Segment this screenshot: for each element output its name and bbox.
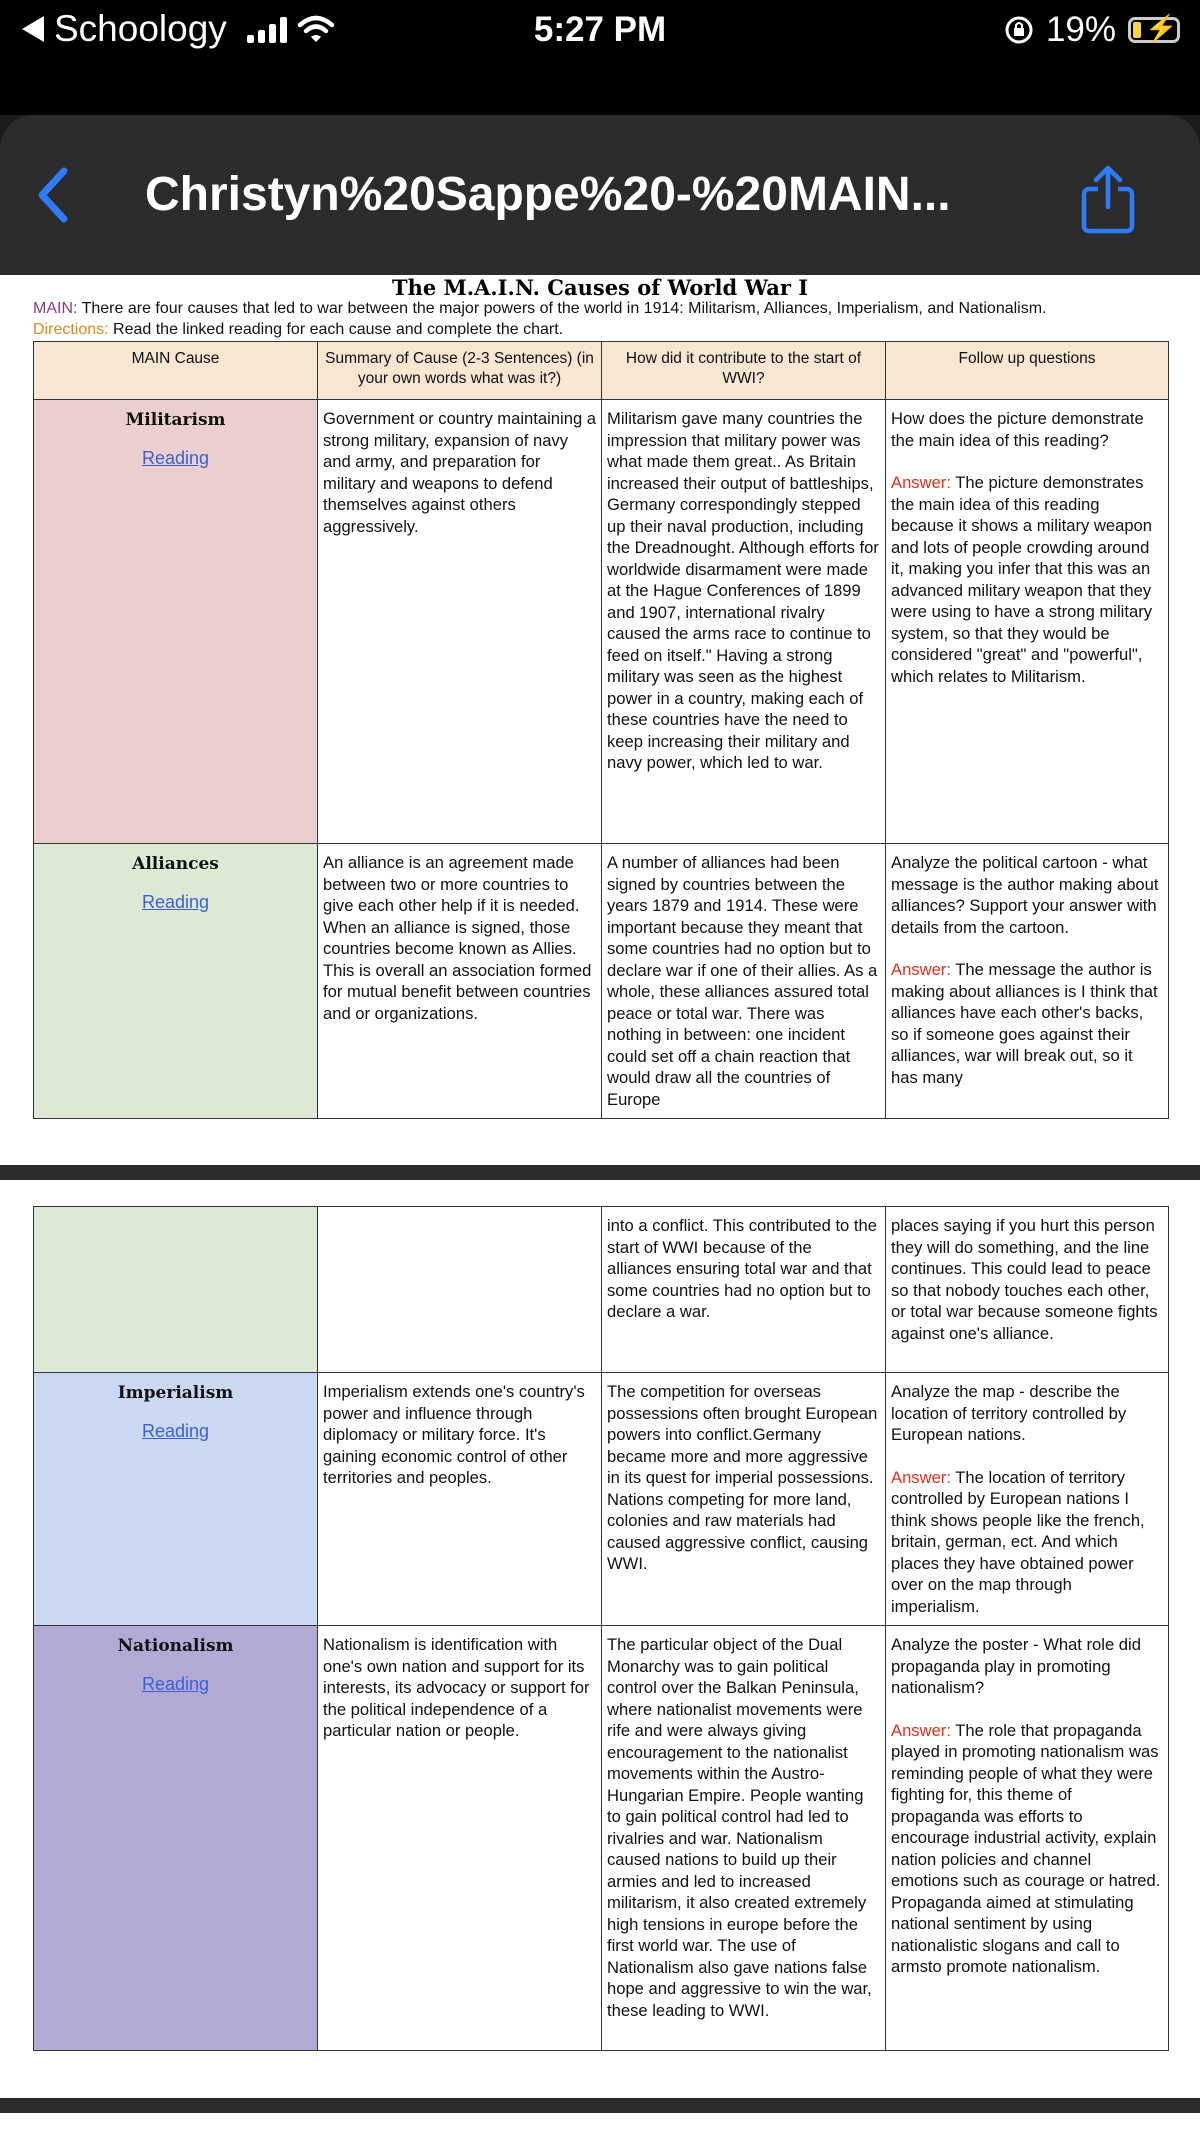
table-header-row: [34, 342, 1169, 400]
contribution-cell: The particular object of the Dual Monarchy was to gain political control over the Balkan Peninsula, where nationalist movements were rife and were always giving encouragement to the nationalist movements within the Austro-Hungarian Empire. People wanting to gain political control had led to rivalries and war. Nationalism caused nations to build up their armies and led to increased militarism, it also created extremely high tensions in europe before the first world war. The use of Nationalism also gave nations false hope and aggressive to win the war, these leading to WWI.: [602, 1626, 886, 2051]
answer-text: The role that propaganda played in promoting nationalism was reminding people of what they were fighting for, this theme of propaganda was efforts to encourage industrial activity, explain nation policies and channel emotions such as courage or hatred. Propaganda aimed at stimulating national sentiment by using nationalistic slogans and call to armsto promote nationalism.: [891, 1720, 1161, 1976]
causes-table: [33, 341, 1169, 1119]
cause-name: Imperialism: [117, 1383, 234, 1403]
main-intro: [33, 300, 1047, 318]
share-icon[interactable]: [1080, 165, 1136, 235]
document-page-2: [0, 1180, 1200, 2098]
cause-cell: [34, 1207, 318, 1373]
followup-answer-continued: places saying if you hurt this person they will do something, and the line continues. This could lead to peace so that nobody touches each other, or total war because someone fights against one's alliance.: [886, 1207, 1169, 1373]
cause-cell: [34, 400, 318, 844]
document-page-3: [0, 2113, 1200, 2133]
directions-label: Directions:: [33, 321, 109, 338]
status-bar: [0, 0, 1200, 70]
answer-label: Answer:: [891, 960, 951, 979]
table-row-alliances: [34, 844, 1169, 1119]
column-header: How did it contribute to the start of WWI?: [602, 342, 886, 400]
status-right: [1004, 10, 1180, 50]
directions: [33, 321, 563, 339]
followup-cell: [886, 844, 1169, 1119]
page-title: The M.A.I.N. Causes of World War I: [391, 275, 809, 300]
battery-percent: 19%: [1045, 10, 1116, 49]
answer-label: Answer:: [891, 473, 951, 492]
followup-answer: [891, 959, 1163, 1088]
cause-cell: [34, 844, 318, 1119]
followup-answer: [891, 1467, 1163, 1618]
followup-cell: [886, 1626, 1169, 2051]
back-chevron-icon[interactable]: [34, 165, 74, 225]
summary-cell: Government or country maintaining a strong military, expansion of navy and army, and preparation for military and weapons to defend themselves against others aggressively.: [318, 400, 602, 844]
cause-cell: [34, 1626, 318, 2051]
causes-table-continued: [33, 1206, 1169, 2051]
summary-cell: An alliance is an agreement made between two or more countries to give each other help if it is needed. When an alliance is signed, those countries become known as Allies. This is overall an association formed for mutual benefit between countries and or organizations.: [318, 844, 602, 1119]
document-header: [0, 115, 1200, 275]
document-title: Christyn%20Sappe%20-%20MAIN...: [145, 168, 951, 221]
reading-link[interactable]: Reading: [141, 1673, 210, 1694]
cause-name: Militarism: [125, 410, 226, 430]
table-row-alliances-continued: [34, 1207, 1169, 1373]
orientation-lock-icon: [1004, 15, 1034, 45]
column-header: Follow up questions: [886, 342, 1169, 400]
cause-name: Alliances: [132, 854, 219, 874]
page-separator: [0, 1165, 1200, 1180]
followup-answer: [891, 472, 1163, 687]
reading-link[interactable]: Reading: [141, 1420, 210, 1441]
battery-icon: ⚡: [1128, 17, 1180, 43]
answer-text: The location of territory controlled by European nations I think shows people like the french, britain, german, ect. And which places they have obtained power over on the map through imperialism.: [891, 1467, 1145, 1616]
table-row-militarism: [34, 400, 1169, 844]
column-header: Summary of Cause (2-3 Sentences) (in your own words what was it?): [318, 342, 602, 400]
contribution-cell: Militarism gave many countries the impression that military power was what made them great.. As Britain increased their output of battleships, Germany correspondingly stepped up their naval production, including the Dreadnought. Although efforts for worldwide disarmament were made at the Hague Conferences of 1899 and 1907, international rivalry caused the arms race to continue to feed on itself." Having a strong military was seen as the highest power in a country, making each of these countries have the need to keep increasing their military and navy power, which led to war.: [602, 400, 886, 844]
answer-label: Answer:: [891, 1720, 951, 1740]
followup-question: Analyze the poster - What role did propaganda play in promoting nationalism?: [891, 1635, 1141, 1697]
answer-label: Answer:: [891, 1467, 951, 1487]
page-separator: [0, 2098, 1200, 2113]
followup-cell: [886, 400, 1169, 844]
cause-name: Nationalism: [117, 1636, 234, 1656]
clock: 5:27 PM: [533, 10, 667, 49]
column-header: MAIN Cause: [34, 342, 318, 400]
table-row-nationalism: [34, 1626, 1169, 2051]
contribution-cell: A number of alliances had been signed by countries between the years 1879 and 1914. These were important because they meant that some countries had no option but to declare war if one of their allies. As a whole, these alliances assured total peace or total war. There was nothing in between: one incident could set off a chain reaction that would draw all the countries of Europe: [602, 844, 886, 1119]
followup-cell: [886, 1373, 1169, 1626]
summary-cell: [318, 1207, 602, 1373]
cause-cell: [34, 1373, 318, 1626]
followup-question: How does the picture demonstrate the main idea of this reading?: [891, 409, 1144, 450]
summary-cell: Imperialism extends one's country's power and influence through diplomacy or military force. It's gaining economic control of other territories and peoples.: [318, 1373, 602, 1626]
followup-question: Analyze the map - describe the location of territory controlled by European nations.: [891, 1382, 1127, 1444]
directions-text: Read the linked reading for each cause and complete the chart.: [108, 321, 564, 338]
answer-text: The picture demonstrates the main idea of this reading because it shows a military weapon and lots of people crowding around it, making you infer that this was an advanced military weapon that they were using to have a strong military system, so that they would be considered "great" and "powerful", which relates to Militarism.: [891, 473, 1153, 686]
main-label: MAIN:: [33, 300, 78, 317]
summary-cell: Nationalism is identification with one's own nation and support for its interests, its advocacy or support for the political independence of a particular nation or people.: [318, 1626, 602, 2051]
reading-link[interactable]: Reading: [141, 891, 210, 912]
main-text: There are four causes that led to war between the major powers of the world in 1914: Militarism, Alliances, Imperialism, and Nationalism.: [77, 300, 1047, 317]
reading-link[interactable]: Reading: [141, 447, 210, 468]
followup-answer: [891, 1720, 1163, 1978]
document-page-1: [0, 275, 1200, 1165]
followup-question: Analyze the political cartoon - what message is the author making about alliances? Support your answer with details from the cartoon.: [891, 853, 1159, 937]
contribution-cell: The competition for overseas possessions often brought European powers into conflict.Germany became more and more aggressive in its quest for imperial possessions. Nations competing for more land, colonies and raw materials had caused aggressive conflict, causing WWI.: [602, 1373, 886, 1626]
table-row-imperialism: [34, 1373, 1169, 1626]
back-app-label: Schoology: [54, 8, 227, 49]
answer-text: The message the author is making about alliances is I think that alliances have each other's backs, so if someone goes against their alliances, war will break out, so it has many: [891, 960, 1158, 1087]
contribution-cell: into a conflict. This contributed to the start of WWI because of the alliances ensuring total war and that some countries had no option but to declare a war.: [602, 1207, 886, 1373]
